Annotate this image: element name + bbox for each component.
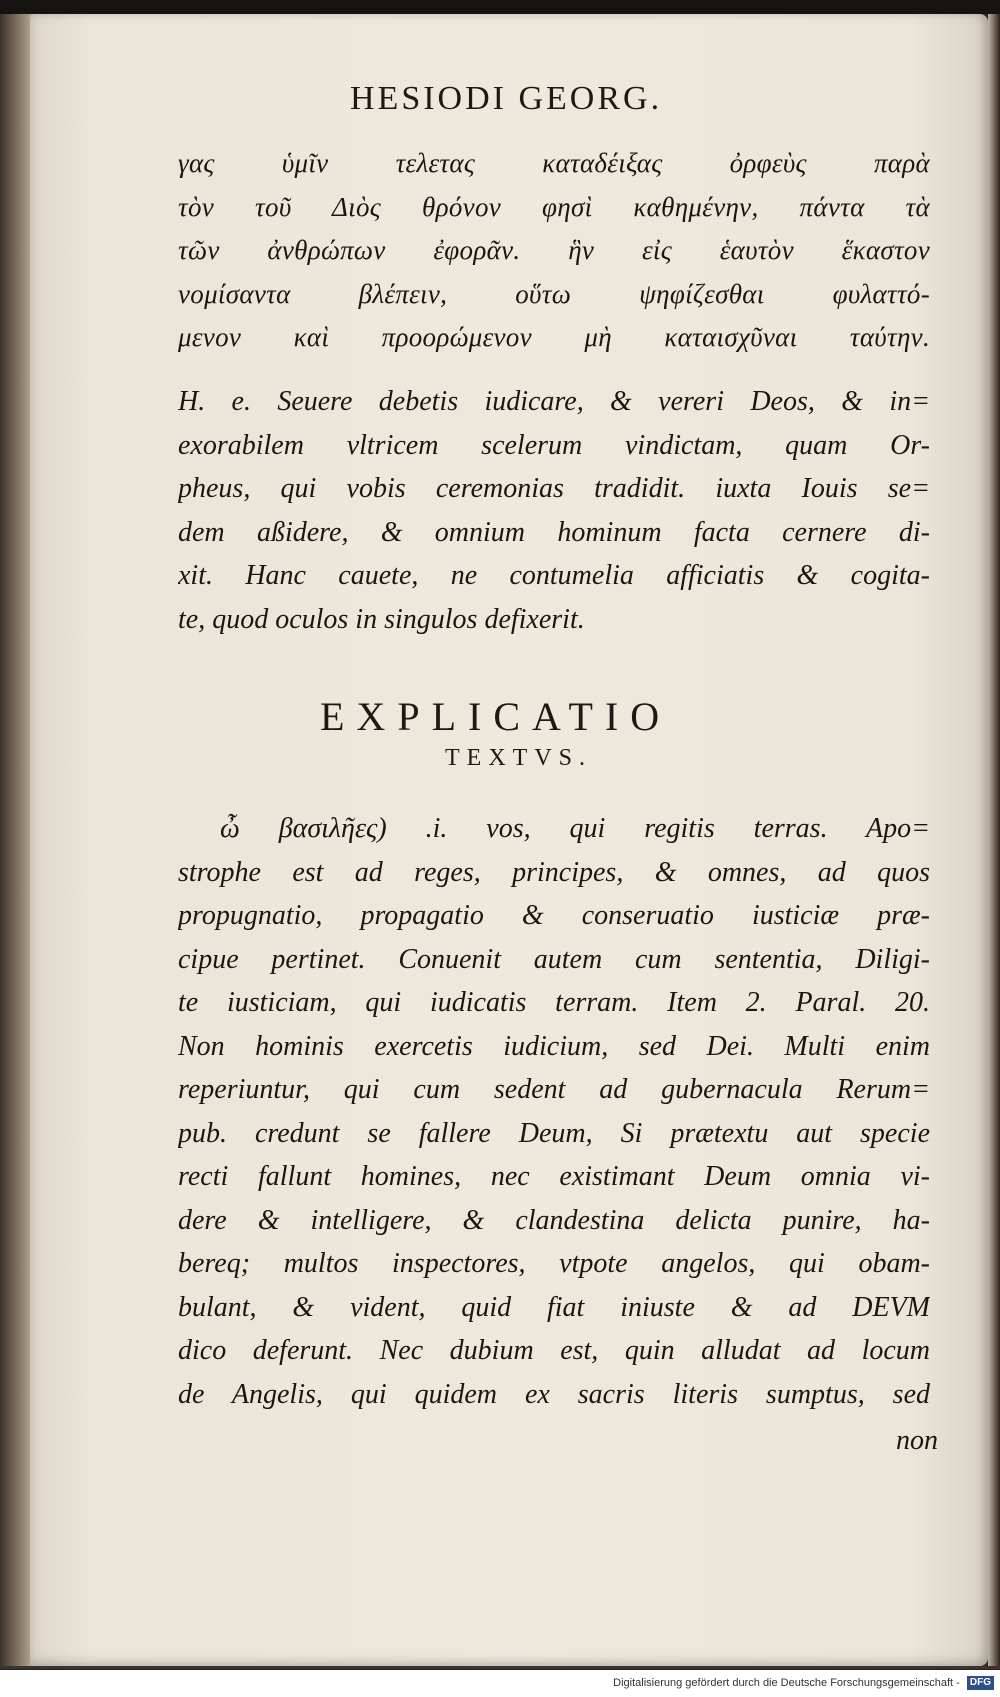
book-bottom-edge xyxy=(0,1666,1000,1669)
book-right-edge xyxy=(988,14,1000,1669)
greek-text-block xyxy=(178,142,930,360)
text-line: bereq; multos inspectores, vtpote angelos, qui obam- xyxy=(178,1248,930,1279)
text-line: cipue pertinet. Conuenit autem cum sententia, Diligi- xyxy=(178,943,930,975)
text-line: dem aßidere, & omnium hominum facta cernere di- xyxy=(178,516,930,548)
text-line: dico deferunt. Nec dubium est, quin alludat ad locum xyxy=(178,1335,930,1366)
text-line: propugnatio, propagatio & conseruatio iusticiæ præ- xyxy=(178,900,930,931)
section-heading: EXPLICATIO xyxy=(320,694,672,739)
text-line: te iusticiam, qui iudicatis terram. Item 2. Paral. 20. xyxy=(178,987,930,1018)
catchword: non xyxy=(896,1425,938,1456)
text-line: Non hominis exercetis iudicium, sed Dei. Multi enim xyxy=(178,1030,930,1062)
text-line: reperiuntur, qui cum sedent ad gubernacula Rerum= xyxy=(178,1074,930,1105)
text-line: dere & intelligere, & clandestina delicta punire, ha- xyxy=(178,1204,930,1236)
section-subheading: TEXTVS. xyxy=(445,745,592,771)
text-line: te, quod oculos in singulos defixerit. xyxy=(178,603,585,635)
explication-text-block xyxy=(178,807,930,1416)
latin-translation-block xyxy=(178,380,930,641)
text-line: xit. Hanc cauete, ne contumelia afficiatis & cogita- xyxy=(178,560,930,591)
text-line: τῶν ἀνθρώπων ἐφορᾶν. ἣν εἰς ἑαυτὸν ἕκαστον xyxy=(178,235,930,265)
text-line: ὦ βασιλῆες) .i. vos, qui regitis terras. Apo= xyxy=(220,813,930,844)
text-line: pheus, qui vobis ceremonias tradidit. iuxta Iouis se= xyxy=(178,473,930,504)
text-line: exorabilem vltricem scelerum vindictam, quam Or- xyxy=(178,429,930,461)
text-line: μενον καὶ προορώμενον μὴ καταισχῦναι ταύτην. xyxy=(178,322,930,352)
text-line: recti fallunt homines, nec existimant Deum omnia vi- xyxy=(178,1161,930,1192)
running-head: HESIODI GEORG. xyxy=(350,80,663,117)
text-line: pub. credunt se fallere Deum, Si prætextu aut specie xyxy=(178,1117,930,1149)
book-top-edge xyxy=(0,0,1000,14)
dfg-logo: DFG xyxy=(967,1676,994,1690)
text-line: τὸν τοῦ Διὸς θρόνον φησὶ καθημένην, πάντα τὰ xyxy=(178,191,930,222)
digitization-footer xyxy=(0,1670,1000,1697)
text-line: de Angelis, qui quidem ex sacris literis sumptus, sed xyxy=(178,1378,930,1410)
footer-credit: Digitalisierung gefördert durch die Deutsche Forschungsgemeinschaft - xyxy=(613,1677,960,1689)
text-line: νομίσαντα βλέπειν, οὕτω ψηφίζεσθαι φυλαττό- xyxy=(178,278,930,309)
text-line: γας ὑμῖν τελετας καταδέιξας ὀρφεὺς παρὰ xyxy=(178,148,930,178)
text-line: H. e. Seuere debetis iudicare, & vereri Deos, & in= xyxy=(178,386,930,417)
text-line: bulant, & vident, quid fiat iniuste & ad DEVM xyxy=(178,1291,930,1323)
text-line: strophe est ad reges, principes, & omnes, ad quos xyxy=(178,856,930,888)
